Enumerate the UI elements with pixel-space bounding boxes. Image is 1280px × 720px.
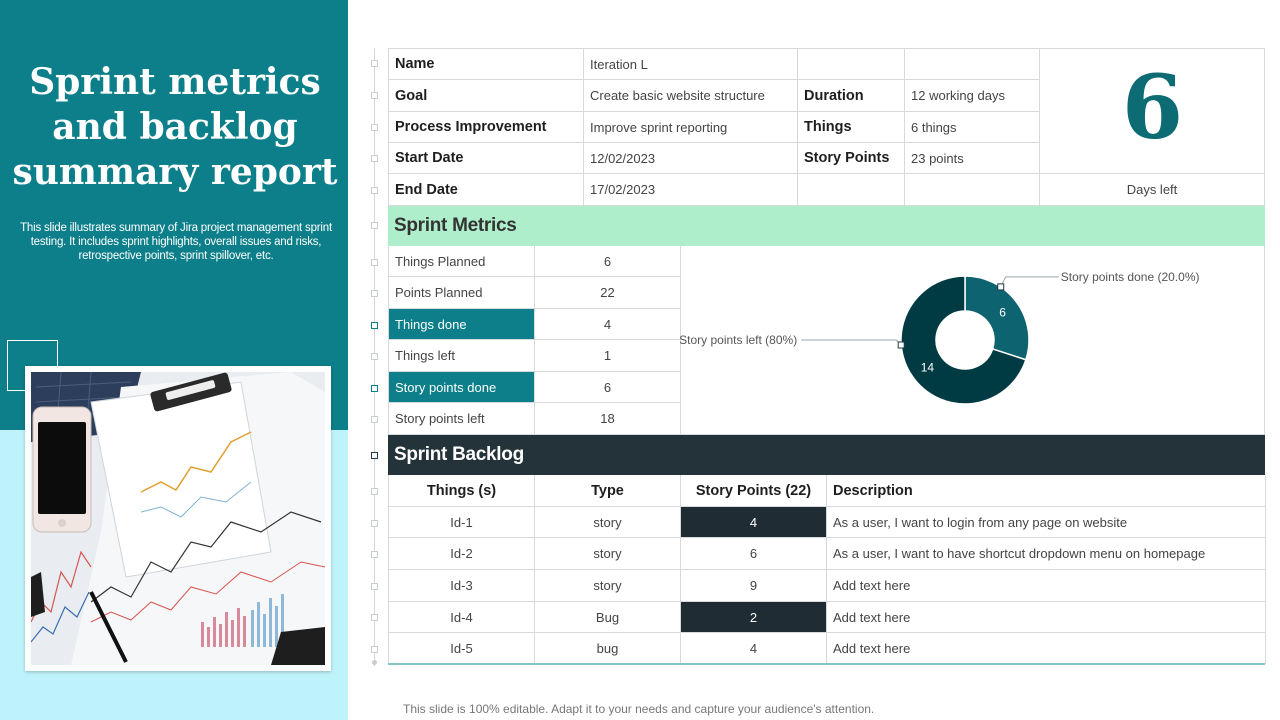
backlog-row-id: Id-3: [389, 570, 535, 602]
metrics-row-label: Points Planned: [389, 277, 535, 309]
slide-title-line: summary report: [12, 151, 338, 193]
timeline-dot: [371, 551, 378, 558]
info-empty-cell: [905, 48, 1040, 80]
sprint-metrics-table: [388, 246, 680, 435]
donut-slice-label: Story points done (20.0%): [1060, 269, 1200, 284]
donut-slice-label: Story points left (80%): [680, 333, 798, 348]
timeline-dot: [371, 416, 378, 423]
info-empty-cell: [798, 48, 905, 80]
slide-title-line: and backlog: [52, 106, 298, 148]
timeline-dot: [371, 353, 378, 360]
donut-value-label: 6: [999, 305, 1006, 320]
days-left-label: Days left: [1040, 174, 1265, 206]
backlog-row-description: As a user, I want to login from any page on website: [827, 507, 1266, 538]
timeline-dot: [371, 583, 378, 590]
slide-description: This slide illustrates summary of Jira project management sprint testing. It includes sprint highlights, overall issues and risks, retrospective points, sprint spillover, etc.: [20, 222, 332, 262]
end-date-label: End Date: [388, 174, 584, 206]
donut-label-anchor: [998, 284, 1004, 290]
metrics-row-label: Story points left: [389, 403, 535, 435]
backlog-row-type: Bug: [535, 602, 681, 633]
info-empty-cell: [905, 174, 1040, 206]
backlog-row-points: 2: [681, 602, 827, 633]
backlog-row-points: 4: [681, 507, 827, 538]
timeline-dot: [371, 290, 378, 297]
backlog-row-description: As a user, I want to have shortcut dropdown menu on homepage: [827, 538, 1266, 570]
timeline-dot: [371, 222, 378, 229]
photo-illustration: [31, 372, 325, 665]
things-label: Things: [798, 112, 905, 143]
metrics-row-value: 4: [535, 309, 681, 340]
backlog-header-story-points: Story Points (22): [681, 475, 827, 507]
metrics-row-value: 22: [535, 277, 681, 309]
footer-note: This slide is 100% editable. Adapt it to your needs and capture your audience's attention.: [403, 702, 875, 716]
backlog-row-points: 6: [681, 538, 827, 570]
donut-leader-line: [801, 340, 901, 345]
timeline-dot: [371, 614, 378, 621]
backlog-row-type: story: [535, 570, 681, 602]
backlog-row-type: bug: [535, 633, 681, 664]
metrics-row-value: 6: [535, 372, 681, 403]
timeline-dot: [371, 488, 378, 495]
timeline-dot: [371, 385, 378, 392]
backlog-row-description: Add text here: [827, 633, 1266, 664]
metrics-row-label: Things done: [389, 309, 535, 340]
timeline-dot: [371, 259, 378, 266]
process-improvement-value: Improve sprint reporting: [584, 112, 798, 143]
slide-title-line: Sprint metrics: [29, 61, 321, 103]
timeline-end-dot: [372, 660, 377, 665]
end-date-value: 17/02/2023: [584, 174, 798, 206]
duration-value: 12 working days: [905, 80, 1040, 112]
story-points-chart-area: [680, 246, 1265, 435]
story-points-label: Story Points: [798, 143, 905, 174]
timeline-dot: [371, 124, 378, 131]
timeline-dot: [371, 520, 378, 527]
business-charts-photo: [31, 372, 325, 665]
backlog-row-id: Id-1: [389, 507, 535, 538]
metrics-row-value: 18: [535, 403, 681, 435]
sprint-backlog-header: Sprint Backlog: [388, 435, 1265, 475]
backlog-row-points: 9: [681, 570, 827, 602]
name-label: Name: [388, 48, 584, 80]
metrics-row-label: Things left: [389, 340, 535, 372]
info-empty-cell: [798, 174, 905, 206]
donut-slice-0: [965, 276, 1029, 360]
start-date-label: Start Date: [388, 143, 584, 174]
backlog-row-id: Id-4: [389, 602, 535, 633]
backlog-row-id: Id-5: [389, 633, 535, 664]
timeline-dot: [371, 187, 378, 194]
slide-title: [10, 60, 340, 195]
donut-label-anchor: [898, 342, 904, 348]
donut-value-label: 14: [920, 360, 935, 375]
backlog-row-points: 4: [681, 633, 827, 664]
timeline-dot: [371, 155, 378, 162]
backlog-row-description: Add text here: [827, 602, 1266, 633]
name-value: Iteration L: [584, 48, 798, 80]
backlog-bottom-rule: [388, 663, 1265, 665]
backlog-row-id: Id-2: [389, 538, 535, 570]
goal-value: Create basic website structure: [584, 80, 798, 112]
backlog-row-description: Add text here: [827, 570, 1266, 602]
goal-label: Goal: [388, 80, 584, 112]
timeline-dot: [371, 646, 378, 653]
days-left-number: 6: [1121, 55, 1184, 159]
backlog-header-description: Description: [827, 475, 1266, 507]
metrics-row-label: Story points done: [389, 372, 535, 403]
donut-leader-line: [1001, 277, 1059, 287]
story-points-donut-chart: [680, 246, 1265, 435]
timeline-dot: [371, 92, 378, 99]
backlog-row-type: story: [535, 538, 681, 570]
sprint-backlog-table: [388, 475, 1265, 665]
backlog-header-things: Things (s): [389, 475, 535, 507]
backlog-header-type: Type: [535, 475, 681, 507]
duration-label: Duration: [798, 80, 905, 112]
timeline-dot: [371, 60, 378, 67]
start-date-value: 12/02/2023: [584, 143, 798, 174]
sprint-metrics-header: Sprint Metrics: [388, 206, 1265, 246]
process-improvement-label: Process Improvement: [388, 112, 584, 143]
things-value: 6 things: [905, 112, 1040, 143]
photo-frame: [25, 366, 331, 671]
timeline-dot: [371, 452, 378, 459]
story-points-value: 23 points: [905, 143, 1040, 174]
timeline-dot: [371, 322, 378, 329]
metrics-row-value: 6: [535, 246, 681, 277]
backlog-row-type: story: [535, 507, 681, 538]
metrics-row-label: Things Planned: [389, 246, 535, 277]
metrics-row-value: 1: [535, 340, 681, 372]
